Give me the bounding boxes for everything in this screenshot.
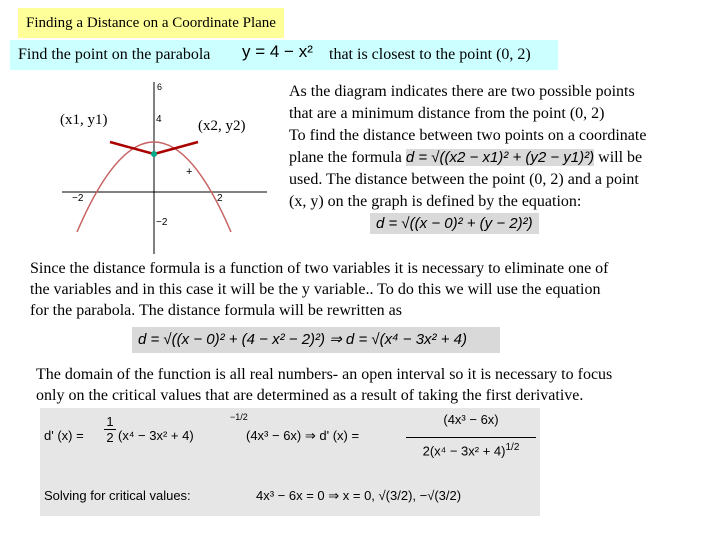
parabola-graph (62, 82, 272, 254)
tick-x-pos: 2 (217, 193, 223, 204)
para1-line4a: plane the formula (289, 149, 402, 166)
para1-line2: that are a minimum distance from the point (0, 2) (289, 105, 605, 122)
para1-line5: used. The distance between the point (0, 2) and a point (289, 171, 639, 188)
point-label-2: (x2, y2) (198, 118, 246, 134)
derivative-exp: −1/2 (230, 412, 248, 422)
derivative-fraction (406, 412, 536, 458)
segment-left (110, 142, 154, 154)
problem-suffix: that is closest to the point (0, 2) (329, 46, 531, 63)
point-0-2 (151, 151, 157, 157)
segment-right (154, 142, 198, 154)
paragraph-eliminate (30, 258, 700, 321)
para1-line4b: will be (598, 149, 643, 166)
svg-text:6: 6 (157, 82, 163, 92)
para2-line1: Since the distance formula is a function of two variables it is necessary to eliminate one of (30, 260, 609, 277)
para1-line1: As the diagram indicates there are two possible points (289, 83, 635, 100)
derivative-box (40, 408, 540, 516)
distance-formula-generic: d = √((x2 − x1)² + (y2 − y1)²) (405, 149, 595, 166)
tick-y-top: 4 (156, 114, 162, 125)
derivative-lhs: d' (x) = (44, 428, 84, 443)
tick-x-neg: −2 (72, 193, 84, 204)
tick-y-bot: −2 (156, 217, 168, 228)
frac-den-exp: 1/2 (505, 442, 520, 453)
derivative-factor: (4x³ − 6x) ⇒ d' (x) = (246, 428, 360, 443)
parabola-equation (242, 42, 313, 62)
para2-line2: the variables and in this case it will be the y variable.. To do this we will use the equation (30, 281, 601, 298)
problem-statement (10, 40, 558, 70)
para1-line6: (x, y) on the graph is defined by the equation: (289, 193, 582, 210)
rewritten-formula: d = √((x − 0)² + (4 − x² − 2)²) ⇒ d = √(x⁴ − 3x² + 4) (132, 327, 500, 353)
paragraph-domain (36, 364, 706, 406)
paragraph-intro (289, 81, 709, 213)
problem-prefix: Find the point on the parabola (18, 46, 211, 63)
page-title: Finding a Distance on a Coordinate Plane (18, 8, 284, 38)
half-num: 1 (106, 414, 114, 429)
derivative-body: (x⁴ − 3x² + 4) (118, 428, 194, 443)
solving-equation: 4x³ − 6x = 0 ⇒ x = 0, √(3/2), −√(3/2) (256, 488, 462, 503)
frac-den-text: 2(x⁴ − 3x² + 4) (422, 443, 506, 459)
frac-num: (4x³ − 6x) (443, 412, 499, 427)
frac-den (406, 437, 536, 458)
half-den: 2 (104, 429, 116, 445)
para3-line1: The domain of the function is all real numbers- an open interval so it is necessary to focus (36, 366, 613, 383)
para2-line3: for the parabola. The distance formula will be rewritten as (30, 302, 403, 319)
derivative-half (104, 414, 116, 445)
svg-text:+: + (186, 166, 193, 178)
solving-label: Solving for critical values: (44, 488, 191, 503)
point-label-1: (x1, y1) (60, 112, 108, 128)
para3-line2: only on the critical values that are determined as a result of taking the first derivative. (36, 387, 584, 404)
para1-line3: To find the distance between two points on a coordinate (289, 127, 647, 144)
para1-line4 (289, 147, 709, 169)
parabola-equation-text: y = 4 − x² (242, 42, 313, 61)
distance-formula-specific: d = √((x − 0)² + (y − 2)²) (370, 213, 539, 234)
